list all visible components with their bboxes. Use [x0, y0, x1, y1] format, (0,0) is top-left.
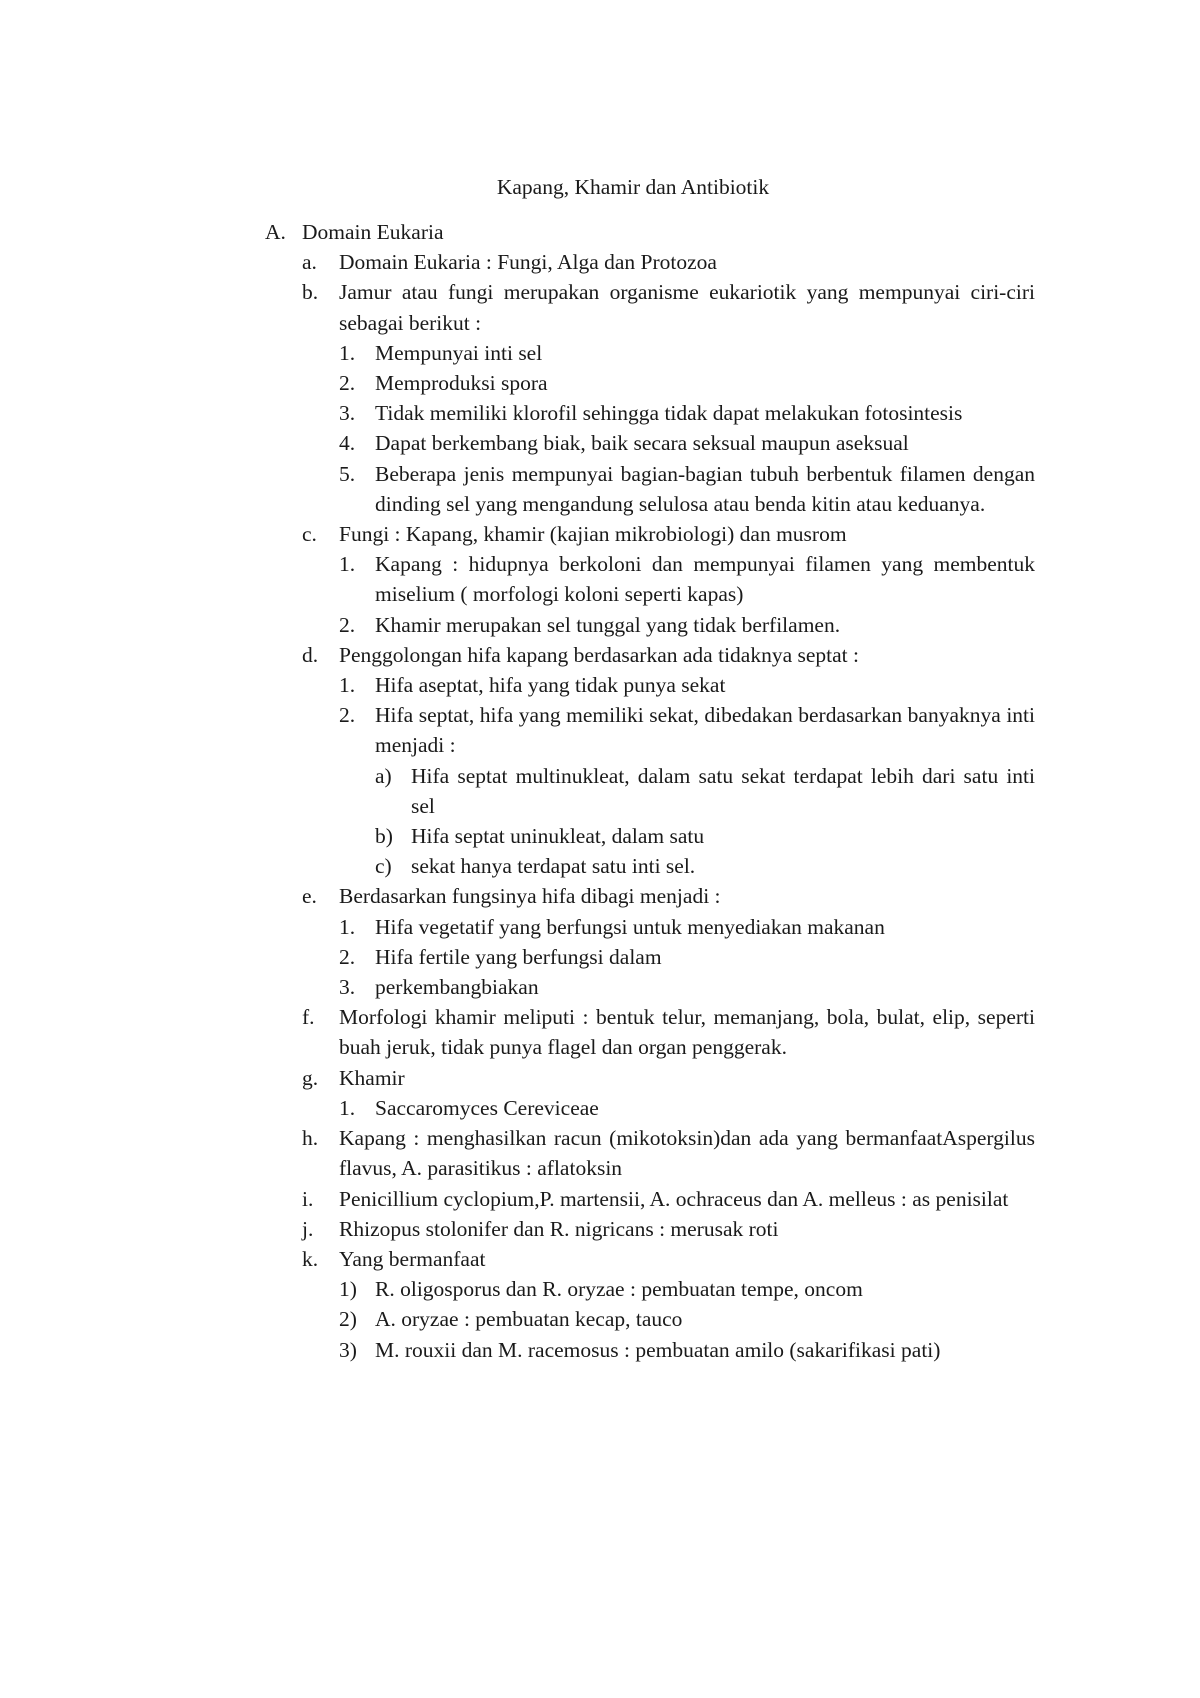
item-text: Morfologi khamir meliputi : bentuk telur, memanjang, bola, bulat, elip, seperti buah jeruk, tidak punya flagel dan organ penggerak. [339, 1005, 1035, 1060]
sub-item-text: R. oligosporus dan R. oryzae : pembuatan tempe, oncom [375, 1277, 863, 1302]
list-item-i [265, 1184, 1035, 1214]
sub-item-text: perkembangbiakan [375, 975, 539, 1000]
item-text: Fungi : Kapang, khamir (kajian mikrobiologi) dan musrom [339, 522, 847, 547]
list-item-a [265, 247, 1035, 277]
document-title: Kapang, Khamir dan Antibiotik [496, 175, 770, 199]
list-item-d [265, 640, 1035, 670]
item-marker: c. [302, 522, 317, 547]
sub-item [265, 1304, 1035, 1334]
sub-item-text: Memproduksi spora [375, 371, 548, 396]
sub-item-marker: 4. [339, 431, 356, 456]
sub-item [265, 398, 1035, 428]
sub-item-marker: 2) [339, 1307, 357, 1332]
item-text: Yang bermanfaat [339, 1246, 486, 1271]
item-marker: e. [302, 884, 317, 909]
sub-item-marker: 2. [339, 612, 356, 637]
sub-item [265, 459, 1035, 519]
nested-item-marker: a) [375, 763, 392, 788]
list-item-g [265, 1063, 1035, 1093]
nested-item-text: Hifa septat multinukleat, dalam satu sekat terdapat lebih dari satu inti sel [411, 763, 1035, 818]
section-a [265, 217, 1035, 247]
sub-item [265, 368, 1035, 398]
list-item-b [265, 277, 1035, 337]
sub-item [265, 972, 1035, 1002]
nested-item [265, 761, 1035, 821]
nested-item [265, 851, 1035, 881]
item-text: Domain Eukaria : Fungi, Alga dan Protozoa [339, 250, 717, 275]
sub-item [265, 338, 1035, 368]
item-text: Jamur atau fungi merupakan organisme eukariotik yang mempunyai ciri-ciri sebagai berikut : [339, 280, 1035, 335]
sub-item-text: Dapat berkembang biak, baik secara seksual maupun aseksual [375, 431, 909, 456]
list-item-j [265, 1214, 1035, 1244]
sub-item [265, 549, 1035, 609]
item-marker: j. [302, 1216, 314, 1241]
list-item-h [265, 1123, 1035, 1183]
item-text: Rhizopus stolonifer dan R. nigricans : merusak roti [339, 1216, 779, 1241]
section-heading: Domain Eukaria [302, 220, 444, 244]
list-item-f [265, 1002, 1035, 1062]
item-text: Khamir [339, 1065, 405, 1090]
sub-item [265, 912, 1035, 942]
sub-item-text: Hifa septat, hifa yang memiliki sekat, dibedakan berdasarkan banyaknya inti menjadi : [375, 703, 1035, 758]
nested-item-marker: c) [375, 854, 392, 879]
sub-item [265, 670, 1035, 700]
item-text: Penggolongan hifa kapang berdasarkan ada tidaknya septat : [339, 642, 859, 667]
sub-item [265, 942, 1035, 972]
nested-item-marker: b) [375, 824, 393, 849]
sub-item [265, 700, 1035, 760]
sub-item-text: A. oryzae : pembuatan kecap, tauco [375, 1307, 683, 1332]
sub-item-marker: 1) [339, 1277, 357, 1302]
list-item-c [265, 519, 1035, 549]
sub-item-marker: 3. [339, 975, 356, 1000]
item-marker: f. [302, 1005, 315, 1030]
sub-item-text: M. rouxii dan M. racemosus : pembuatan amilo (sakarifikasi pati) [375, 1337, 941, 1362]
sub-item-marker: 1. [339, 914, 356, 939]
sub-item-marker: 2. [339, 944, 356, 969]
sub-item [265, 1335, 1035, 1365]
sub-item-text: Hifa vegetatif yang berfungsi untuk menyediakan makanan [375, 914, 885, 939]
document-body [265, 217, 1035, 1365]
item-marker: k. [302, 1246, 319, 1271]
list-item-e [265, 881, 1035, 911]
item-marker: h. [302, 1126, 319, 1151]
sub-item-marker: 1. [339, 673, 356, 698]
nested-item [265, 821, 1035, 851]
section-marker: A. [265, 220, 286, 244]
item-marker: g. [302, 1065, 319, 1090]
sub-item-text: Tidak memiliki klorofil sehingga tidak dapat melakukan fotosintesis [375, 401, 963, 426]
sub-item-text: Beberapa jenis mempunyai bagian-bagian tubuh berbentuk filamen dengan dinding sel yang mengandung selulosa atau benda kitin atau keduanya. [375, 461, 1035, 516]
sub-item-text: Hifa aseptat, hifa yang tidak punya sekat [375, 673, 726, 698]
sub-item-marker: 2. [339, 371, 356, 396]
item-marker: d. [302, 642, 319, 667]
sub-item [265, 610, 1035, 640]
item-marker: a. [302, 250, 317, 275]
sub-item-text: Khamir merupakan sel tunggal yang tidak berfilamen. [375, 612, 841, 637]
sub-item [265, 1093, 1035, 1123]
item-marker: i. [302, 1186, 314, 1211]
item-text: Berdasarkan fungsinya hifa dibagi menjadi : [339, 884, 721, 909]
sub-item-marker: 1. [339, 552, 356, 577]
sub-item-marker: 2. [339, 703, 356, 728]
nested-item-text: Hifa septat uninukleat, dalam satu [411, 824, 705, 849]
sub-item-text: Hifa fertile yang berfungsi dalam [375, 944, 662, 969]
sub-item-marker: 3. [339, 401, 356, 426]
sub-item-marker: 3) [339, 1337, 357, 1362]
nested-item-text: sekat hanya terdapat satu inti sel. [411, 854, 696, 879]
sub-item [265, 428, 1035, 458]
sub-item-text: Saccaromyces Cereviceae [375, 1095, 599, 1120]
sub-item-marker: 1. [339, 1095, 356, 1120]
item-marker: b. [302, 280, 319, 305]
item-text: Penicillium cyclopium,P. martensii, A. ochraceus dan A. melleus : as penisilat [339, 1186, 1009, 1211]
sub-item-text: Kapang : hidupnya berkoloni dan mempunyai filamen yang membentuk miselium ( morfologi koloni seperti kapas) [375, 552, 1035, 607]
sub-item-text: Mempunyai inti sel [375, 340, 543, 365]
sub-item-marker: 5. [339, 461, 356, 486]
list-item-k [265, 1244, 1035, 1274]
sub-item [265, 1274, 1035, 1304]
sub-item-marker: 1. [339, 340, 356, 365]
item-text: Kapang : menghasilkan racun (mikotoksin)dan ada yang bermanfaatAspergilus flavus, A. parasitikus : aflatoksin [339, 1126, 1035, 1181]
